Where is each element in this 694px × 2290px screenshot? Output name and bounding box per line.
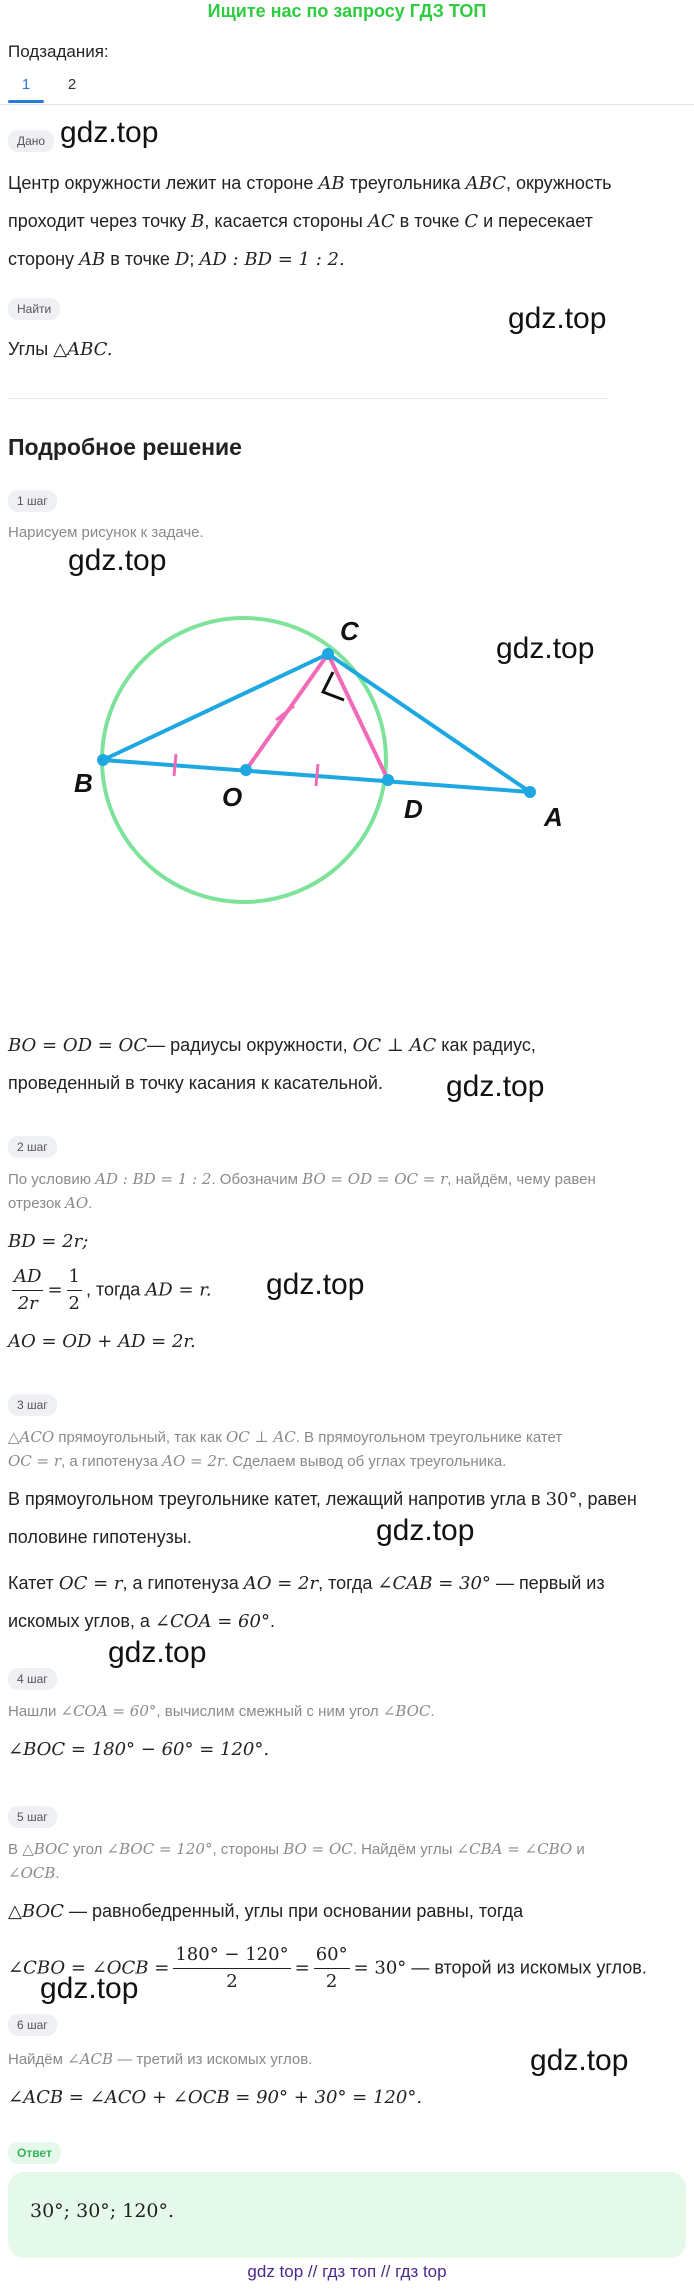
circle [102,618,386,902]
step-3-note-2: OC = r, а гипотенуза AO = 2r. Сделаем вывод об углах треугольника. [8,1452,507,1470]
label-B: B [74,768,93,798]
point-C [322,648,334,660]
active-tab-indicator [8,100,44,103]
step-5-note-1: В △BOC угол ∠BOC = 120°, стороны BO = OC. Найдём углы ∠CBA = ∠CBO и [8,1840,585,1858]
step-4-eq: ∠BOC = 180° − 60° = 120°. [8,1739,270,1760]
label-C: C [340,616,359,646]
given-line-3: сторону AB в точке D; AD : BD = 1 : 2. [8,249,345,270]
tab-2[interactable]: 2 [67,76,77,93]
find-pill: Найти [8,298,60,320]
step-1-line-1: BO = OD = OC— радиусы окружности, OC ⊥ AC как радиус, [8,1035,536,1056]
top-banner: Ищите нас по запросу ГДЗ ТОП [207,1,487,21]
step-2-note-1: По условию AD : BD = 1 : 2. Обозначим BO = OD = OC = r, найдём, чему равен [8,1170,596,1188]
step-3-pill: 3 шаг [8,1394,57,1416]
solution-title: Подробное решение [8,434,242,460]
tick-OD [316,764,318,786]
watermark: gdz.top [266,1268,365,1301]
step-1-note: Нарисуем рисунок к задаче. [8,524,204,541]
watermark: gdz.top [530,2044,629,2077]
right-angle-mark [323,672,344,700]
watermark: gdz.top [496,632,595,665]
step-5-eq: ∠CBO = ∠OCB = $\frac{180^\circ - 120^\circ}{2}$ = $\frac{60^\circ}{2}$ = 30° — второй из искомых углов. [8,1944,647,1992]
watermark: gdz.top [60,116,159,149]
step-3-line-1: В прямоугольном треугольнике катет, лежащий напротив угла в 30°, равен [8,1489,637,1510]
step-3-note-1: △ACO прямоугольный, так как OC ⊥ AC. В прямоугольном треугольнике катет [8,1428,563,1446]
step-2-eq-2: $\frac{AD}{2r}$ = $\frac{1}{2}$ , тогда AD = r. [14,1266,212,1314]
watermark: gdz.top [68,544,167,577]
watermark: gdz.top [376,1514,475,1547]
step-3-line-2: половине гипотенузы. [8,1527,192,1547]
point-A [524,786,536,798]
point-D [382,774,394,786]
step-4-note: Нашли ∠COA = 60°, вычислим смежный с ним угол ∠BOC. [8,1702,435,1720]
step-2-pill: 2 шаг [8,1136,57,1158]
step-6-note: Найдём ∠ACB — третий из искомых углов. [8,2050,313,2068]
answer-pill: Ответ [8,2142,61,2164]
step-2-eq-1: BD = 2r; [8,1231,89,1252]
point-B [97,754,109,766]
segment-CA [328,654,530,792]
label-A: A [544,802,563,832]
given-pill: Дано [8,130,54,152]
given-line-2: проходит через точку B, касается стороны AC в точке C и пересекает [8,211,593,232]
point-O [240,764,252,776]
watermark: gdz.top [446,1070,545,1103]
watermark: gdz.top [40,1972,139,2005]
footer-links[interactable]: gdz top // гдз топ // гдз top [247,2262,447,2281]
step-5-note-2: ∠OCB. [8,1864,60,1882]
label-O: O [222,782,243,812]
tab-1[interactable]: 1 [21,76,31,93]
step-6-eq: ∠ACB = ∠ACO + ∠OCB = 90° + 30° = 120°. [8,2087,423,2108]
subtasks-label: Подзадания: [8,42,109,61]
step-1-pill: 1 шаг [8,490,57,512]
geometry-figure [0,590,694,930]
step-2-eq-3: AO = OD + AD = 2r. [8,1331,196,1352]
step-4-pill: 4 шаг [8,1668,57,1690]
answer-value: 30°; 30°; 120°. [30,2200,175,2222]
watermark: gdz.top [108,1636,207,1669]
watermark: gdz.top [508,302,607,335]
tabs-divider [0,104,694,105]
step-1-line-2: проведенный в точку касания к касательной. [8,1073,383,1093]
step-6-pill: 6 шаг [8,2014,57,2036]
step-5-pill: 5 шаг [8,1806,57,1828]
find-text: Углы △ABC. [8,339,113,360]
step-3-line-4: искомых углов, а ∠COA = 60°. [8,1611,275,1632]
step-3-line-3: Катет OC = r, а гипотенуза AO = 2r, тогда ∠CAB = 30° — первый из [8,1573,605,1594]
step-5-line-1: △BOC — равнобедренный, углы при основании равны, тогда [8,1901,524,1922]
step-2-note-2: отрезок AO. [8,1194,93,1212]
section-divider [8,398,608,399]
given-line-1: Центр окружности лежит на стороне AB треугольника ABC, окружность [8,173,612,194]
label-D: D [404,794,423,824]
tick-BO [174,754,176,776]
